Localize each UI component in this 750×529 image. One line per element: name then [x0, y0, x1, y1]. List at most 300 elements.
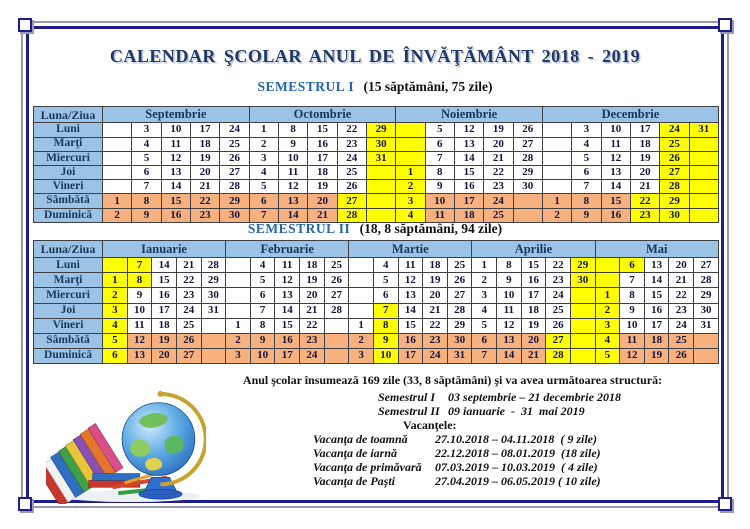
day-cell: 23 [669, 303, 694, 318]
day-cell: 20 [521, 333, 546, 348]
day-cell: 30 [694, 303, 719, 318]
empty-day-cell [513, 194, 542, 208]
day-cell: 7 [425, 151, 454, 165]
day-cell: 17 [454, 194, 483, 208]
month-header: Octombrie [249, 107, 396, 123]
day-cell: 16 [601, 208, 630, 222]
empty-day-cell [694, 333, 719, 348]
day-row-label: Duminică [34, 348, 103, 363]
day-cell: 7 [373, 303, 398, 318]
day-cell: 22 [423, 318, 448, 333]
day-cell: 4 [472, 303, 497, 318]
day-cell: 3 [249, 151, 278, 165]
day-cell: 27 [324, 288, 349, 303]
empty-day-cell [201, 318, 226, 333]
empty-day-cell [542, 137, 571, 151]
day-cell: 4 [595, 333, 620, 348]
day-cell: 3 [472, 288, 497, 303]
empty-day-cell [542, 151, 571, 165]
day-row-label: Sâmbătă [34, 333, 103, 348]
day-cell: 27 [337, 194, 366, 208]
day-cell: 11 [601, 137, 630, 151]
day-cell: 26 [669, 348, 694, 363]
day-cell: 12 [278, 180, 307, 194]
empty-day-cell [349, 258, 374, 273]
empty-day-cell [366, 180, 395, 194]
empty-day-cell [595, 273, 620, 288]
day-cell: 23 [630, 208, 659, 222]
day-cell: 5 [373, 273, 398, 288]
day-cell: 30 [660, 208, 689, 222]
day-cell: 27 [660, 165, 689, 179]
day-cell: 12 [497, 318, 522, 333]
day-cell: 18 [190, 137, 219, 151]
day-cell: 20 [190, 165, 219, 179]
corner-label: Luna/Ziua [34, 107, 103, 123]
day-row-label: Vineri [34, 318, 103, 333]
day-cell: 2 [103, 288, 128, 303]
day-cell: 6 [620, 258, 645, 273]
day-cell: 19 [521, 318, 546, 333]
day-cell: 17 [308, 151, 337, 165]
day-cell: 21 [308, 208, 337, 222]
day-row-label: Marţi [34, 137, 103, 151]
day-cell: 19 [423, 273, 448, 288]
day-cell: 14 [601, 180, 630, 194]
empty-day-cell [324, 333, 349, 348]
day-cell: 8 [497, 258, 522, 273]
empty-day-cell [396, 123, 425, 137]
empty-day-cell [570, 333, 595, 348]
day-cell: 18 [423, 258, 448, 273]
day-cell: 21 [484, 151, 513, 165]
day-cell: 4 [103, 318, 128, 333]
day-cell: 2 [349, 333, 374, 348]
empty-day-cell [349, 303, 374, 318]
empty-day-cell [201, 333, 226, 348]
day-row-label: Vineri [34, 180, 103, 194]
day-cell: 29 [366, 123, 395, 137]
structure-dates: 03 septembrie – 21 decembrie 2018 [448, 390, 621, 404]
day-cell: 23 [546, 273, 571, 288]
empty-day-cell [324, 348, 349, 363]
day-cell: 7 [249, 208, 278, 222]
day-cell: 19 [308, 180, 337, 194]
day-cell: 16 [454, 180, 483, 194]
day-cell: 28 [660, 180, 689, 194]
day-cell: 28 [694, 273, 719, 288]
day-cell: 25 [220, 137, 249, 151]
day-cell: 20 [669, 258, 694, 273]
empty-day-cell [689, 194, 718, 208]
day-cell: 18 [644, 333, 669, 348]
day-cell: 27 [694, 258, 719, 273]
frame-corner-ornament [18, 497, 32, 511]
day-cell: 19 [644, 348, 669, 363]
day-cell: 25 [669, 333, 694, 348]
day-cell: 21 [521, 348, 546, 363]
day-cell: 14 [497, 348, 522, 363]
vacation-dates: 22.12.2018 – 08.01.2019 (18 zile) [435, 446, 601, 460]
day-row-label: Marţi [34, 273, 103, 288]
day-cell: 1 [103, 194, 132, 208]
empty-day-cell [201, 348, 226, 363]
vacation-row-winter [313, 446, 720, 460]
day-cell: 6 [472, 333, 497, 348]
day-cell: 17 [521, 288, 546, 303]
day-cell: 28 [546, 348, 571, 363]
day-cell: 14 [161, 180, 190, 194]
day-cell: 13 [398, 288, 423, 303]
day-cell: 2 [542, 208, 571, 222]
day-cell: 1 [542, 194, 571, 208]
day-cell: 22 [190, 194, 219, 208]
day-cell: 23 [190, 208, 219, 222]
day-cell: 26 [447, 273, 472, 288]
day-row-label: Miercuri [34, 288, 103, 303]
month-header: Septembrie [103, 107, 250, 123]
frame-corner-ornament [718, 497, 732, 511]
day-cell: 5 [572, 151, 601, 165]
day-cell: 16 [398, 333, 423, 348]
day-cell: 15 [275, 318, 300, 333]
empty-day-cell [570, 318, 595, 333]
structure-row-semester2 [378, 404, 720, 418]
day-cell: 22 [337, 123, 366, 137]
day-cell: 23 [176, 288, 201, 303]
frame-corner-ornament [718, 18, 732, 32]
empty-day-cell [570, 288, 595, 303]
day-cell: 6 [249, 194, 278, 208]
structure-label: Semestrul II [378, 404, 440, 418]
day-row-label: Luni [34, 123, 103, 137]
day-cell: 15 [308, 123, 337, 137]
day-cell: 25 [447, 258, 472, 273]
day-cell: 18 [630, 137, 659, 151]
page-title: CALENDAR ŞCOLAR ANUL DE ÎNVĂŢĂMÂNT 2018 - 2019 [109, 46, 641, 66]
structure-label: Semestrul I [378, 390, 436, 404]
day-cell: 13 [601, 165, 630, 179]
day-cell: 11 [398, 258, 423, 273]
day-cell: 4 [132, 137, 161, 151]
month-header: Martie [349, 241, 472, 258]
day-cell: 10 [161, 123, 190, 137]
day-cell: 19 [630, 151, 659, 165]
day-cell: 13 [275, 288, 300, 303]
day-cell: 11 [161, 137, 190, 151]
day-cell: 22 [669, 288, 694, 303]
day-cell: 13 [497, 333, 522, 348]
semester2-heading [0, 221, 750, 237]
semester2-heading-label: SEMESTRUL II [247, 221, 351, 236]
empty-day-cell [103, 123, 132, 137]
day-cell: 2 [472, 273, 497, 288]
day-cell: 8 [620, 288, 645, 303]
day-cell: 7 [620, 273, 645, 288]
vacations-heading: Vacanţele: [403, 418, 457, 432]
day-cell: 4 [250, 258, 275, 273]
day-cell: 9 [425, 180, 454, 194]
day-cell: 1 [396, 165, 425, 179]
day-cell: 10 [373, 348, 398, 363]
day-cell: 28 [337, 208, 366, 222]
day-cell: 15 [398, 318, 423, 333]
empty-day-cell [542, 180, 571, 194]
empty-day-cell [396, 151, 425, 165]
day-cell: 16 [161, 208, 190, 222]
day-cell: 15 [161, 194, 190, 208]
day-cell: 31 [689, 123, 718, 137]
day-cell: 14 [398, 303, 423, 318]
day-cell: 1 [595, 288, 620, 303]
semester1-heading [0, 79, 750, 95]
vacation-dates: 27.10.2018 – 04.11.2018 ( 9 zile) [435, 432, 597, 446]
empty-day-cell [349, 273, 374, 288]
day-cell: 21 [190, 180, 219, 194]
empty-day-cell [366, 165, 395, 179]
day-cell: 30 [220, 208, 249, 222]
day-cell: 11 [620, 333, 645, 348]
empty-day-cell [570, 303, 595, 318]
day-cell: 6 [425, 137, 454, 151]
day-cell: 4 [373, 258, 398, 273]
empty-day-cell [324, 318, 349, 333]
empty-day-cell [689, 137, 718, 151]
day-cell: 15 [152, 273, 177, 288]
day-cell: 9 [373, 333, 398, 348]
semester1-heading-label: SEMESTRUL I [257, 79, 355, 94]
day-cell: 12 [620, 348, 645, 363]
day-cell: 9 [620, 303, 645, 318]
day-cell: 17 [152, 303, 177, 318]
day-row-label: Sâmbătă [34, 194, 103, 208]
day-cell: 9 [572, 208, 601, 222]
day-cell: 19 [484, 123, 513, 137]
day-cell: 18 [521, 303, 546, 318]
day-cell: 6 [132, 165, 161, 179]
day-cell: 19 [152, 333, 177, 348]
day-cell: 24 [220, 123, 249, 137]
day-cell: 22 [176, 273, 201, 288]
day-cell: 26 [220, 151, 249, 165]
day-cell: 26 [337, 180, 366, 194]
day-cell: 20 [423, 288, 448, 303]
day-cell: 11 [127, 318, 152, 333]
day-cell: 7 [472, 348, 497, 363]
day-cell: 4 [396, 208, 425, 222]
semester1-heading-note: (15 săptămâni, 75 zile) [363, 79, 493, 94]
day-cell: 27 [176, 348, 201, 363]
semester2-heading-note: (18, 8 săptămâni, 94 zile) [359, 221, 503, 236]
day-cell: 13 [644, 258, 669, 273]
day-cell: 17 [644, 318, 669, 333]
day-cell: 13 [278, 194, 307, 208]
day-cell: 31 [366, 151, 395, 165]
day-cell: 24 [484, 194, 513, 208]
day-cell: 20 [152, 348, 177, 363]
day-cell: 31 [201, 303, 226, 318]
year-structure-info [185, 373, 720, 488]
empty-day-cell [226, 303, 251, 318]
vacation-name: Vacanţa de Paşti [313, 474, 396, 488]
day-cell: 8 [250, 318, 275, 333]
day-row-label: Luni [34, 258, 103, 273]
day-cell: 19 [190, 151, 219, 165]
semester1-calendar-table [33, 106, 719, 223]
day-cell: 28 [324, 303, 349, 318]
empty-day-cell [103, 165, 132, 179]
structure-row-semester1 [378, 390, 720, 404]
vacation-name: Vacanţa de toamnă [313, 432, 408, 446]
day-cell: 17 [275, 348, 300, 363]
day-cell: 12 [398, 273, 423, 288]
day-cell: 22 [630, 194, 659, 208]
empty-day-cell [103, 137, 132, 151]
day-cell: 17 [630, 123, 659, 137]
day-row-label: Joi [34, 303, 103, 318]
day-cell: 4 [249, 165, 278, 179]
day-cell: 28 [220, 180, 249, 194]
day-cell: 5 [132, 151, 161, 165]
day-cell: 7 [250, 303, 275, 318]
day-cell: 15 [601, 194, 630, 208]
day-cell: 25 [546, 303, 571, 318]
empty-day-cell [366, 194, 395, 208]
day-cell: 5 [103, 333, 128, 348]
day-cell: 26 [324, 273, 349, 288]
day-cell: 24 [176, 303, 201, 318]
day-cell: 20 [484, 137, 513, 151]
day-cell: 12 [161, 151, 190, 165]
day-cell: 19 [300, 273, 325, 288]
globe-books-illustration [46, 386, 206, 504]
day-cell: 6 [373, 288, 398, 303]
empty-day-cell [542, 165, 571, 179]
day-cell: 3 [226, 348, 251, 363]
day-cell: 21 [300, 303, 325, 318]
day-cell: 3 [349, 348, 374, 363]
day-cell: 27 [447, 288, 472, 303]
day-cell: 8 [132, 194, 161, 208]
day-cell: 30 [447, 333, 472, 348]
day-cell: 21 [176, 258, 201, 273]
day-cell: 18 [152, 318, 177, 333]
day-cell: 28 [513, 151, 542, 165]
day-cell: 30 [513, 180, 542, 194]
day-cell: 5 [472, 318, 497, 333]
day-cell: 3 [595, 318, 620, 333]
day-cell: 22 [300, 318, 325, 333]
month-header: Decembrie [542, 107, 718, 123]
day-row-label: Miercuri [34, 151, 103, 165]
month-header: Aprilie [472, 241, 595, 258]
day-cell: 14 [454, 151, 483, 165]
day-cell: 29 [694, 288, 719, 303]
day-cell: 5 [425, 123, 454, 137]
empty-day-cell [103, 151, 132, 165]
day-cell: 20 [300, 288, 325, 303]
day-cell: 29 [660, 194, 689, 208]
day-cell: 10 [620, 318, 645, 333]
month-header: Ianuarie [103, 241, 226, 258]
vacation-name: Vacanţa de primăvară [313, 460, 422, 474]
corner-label: Luna/Ziua [34, 241, 103, 258]
day-cell: 24 [423, 348, 448, 363]
day-cell: 17 [190, 123, 219, 137]
day-cell: 8 [572, 194, 601, 208]
day-cell: 29 [220, 194, 249, 208]
day-cell: 1 [249, 123, 278, 137]
day-cell: 20 [630, 165, 659, 179]
day-cell: 28 [447, 303, 472, 318]
empty-day-cell [595, 258, 620, 273]
empty-day-cell [103, 258, 128, 273]
day-cell: 12 [454, 123, 483, 137]
day-cell: 31 [694, 318, 719, 333]
day-row-label: Joi [34, 165, 103, 179]
day-cell: 12 [127, 333, 152, 348]
day-cell: 3 [103, 303, 128, 318]
day-cell: 24 [546, 288, 571, 303]
vacation-row-easter [313, 474, 720, 488]
day-cell: 7 [132, 180, 161, 194]
day-cell: 8 [373, 318, 398, 333]
month-header: Februarie [226, 241, 349, 258]
day-cell: 24 [337, 151, 366, 165]
empty-day-cell [396, 137, 425, 151]
day-cell: 11 [278, 165, 307, 179]
day-cell: 11 [425, 208, 454, 222]
day-cell: 29 [447, 318, 472, 333]
day-cell: 16 [275, 333, 300, 348]
empty-day-cell [694, 348, 719, 363]
day-cell: 1 [349, 318, 374, 333]
day-cell: 30 [201, 288, 226, 303]
day-cell: 8 [127, 273, 152, 288]
day-cell: 23 [300, 333, 325, 348]
day-cell: 27 [513, 137, 542, 151]
empty-day-cell [226, 273, 251, 288]
day-cell: 24 [660, 123, 689, 137]
day-cell: 16 [521, 273, 546, 288]
empty-day-cell [542, 123, 571, 137]
day-cell: 31 [447, 348, 472, 363]
month-header: Noiembrie [396, 107, 543, 123]
day-cell: 25 [484, 208, 513, 222]
empty-day-cell [103, 180, 132, 194]
day-cell: 4 [572, 137, 601, 151]
vacation-name: Vacanţa de iarnă [313, 446, 398, 460]
day-cell: 22 [546, 258, 571, 273]
vacation-row-autumn [313, 432, 720, 446]
day-cell: 25 [660, 137, 689, 151]
vacation-dates: 27.04.2019 – 06.05.2019 ( 10 zile) [435, 474, 601, 488]
day-cell: 29 [570, 258, 595, 273]
day-cell: 29 [201, 273, 226, 288]
day-cell: 3 [572, 123, 601, 137]
day-cell: 8 [278, 123, 307, 137]
day-cell: 18 [308, 165, 337, 179]
day-cell: 9 [250, 333, 275, 348]
day-cell: 18 [454, 208, 483, 222]
day-cell: 5 [595, 348, 620, 363]
day-cell: 3 [396, 194, 425, 208]
structure-dates: 09 ianuarie - 31 mai 2019 [448, 404, 585, 418]
day-cell: 23 [423, 333, 448, 348]
vacation-dates: 07.03.2019 – 10.03.2019 ( 4 zile) [435, 460, 598, 474]
day-cell: 10 [278, 151, 307, 165]
day-cell: 9 [132, 208, 161, 222]
